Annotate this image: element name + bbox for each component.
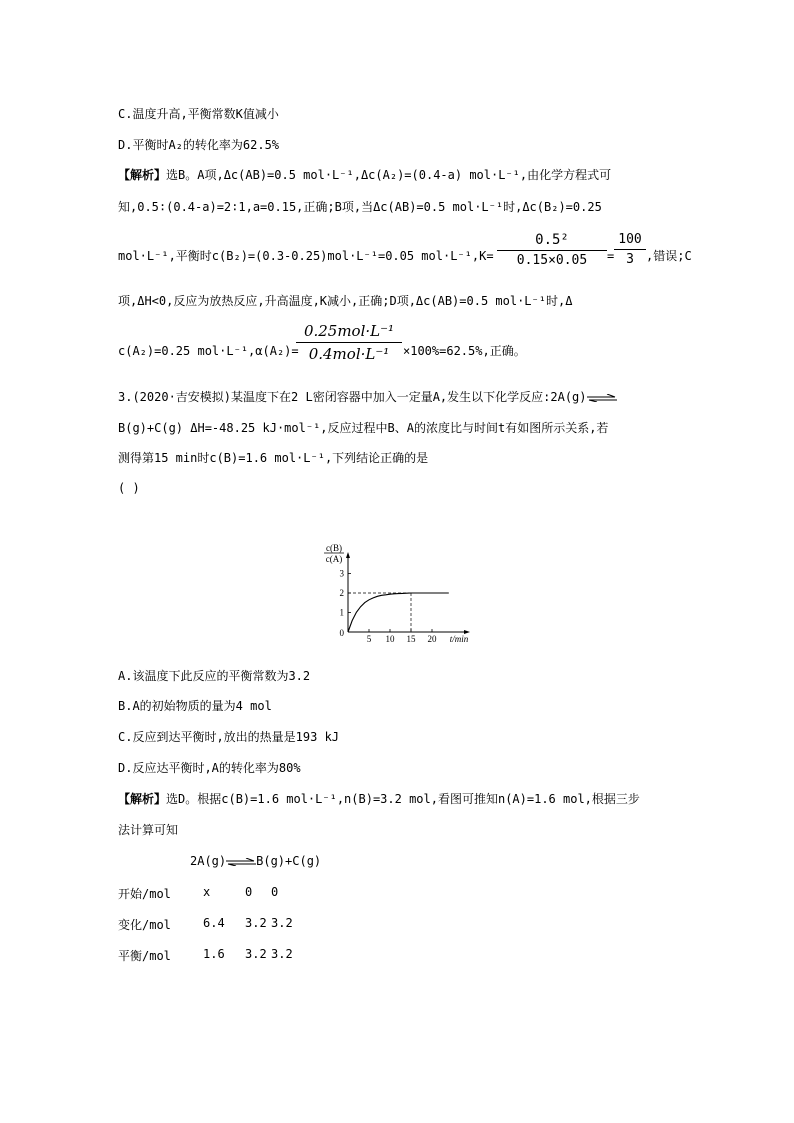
x-axis-label: t/min — [449, 634, 469, 644]
k-fraction-numerator: 0.5² — [535, 232, 569, 248]
equation-left: 2A(g) — [190, 854, 227, 868]
y-tick-label: 2 — [339, 588, 344, 598]
y-axis-label-denominator: c(A) — [325, 554, 343, 564]
y-tick-label: 1 — [339, 607, 344, 618]
analysis-line-3-prefix: mol·L⁻¹,平衡时c(B₂)=(0.3-0.25)mol·L⁻¹=0.05 mol·L⁻¹,K= — [118, 249, 494, 263]
table-row-label: 平衡/mol — [118, 949, 171, 963]
option-c: C.反应到达平衡时,放出的热量是193 kJ — [118, 730, 340, 744]
analysis-line-4: 项,ΔH<0,反应为放热反应,升高温度,K减小,正确;D项,Δc(AB)=0.5 mol·L⁻¹时,Δ — [118, 294, 573, 308]
alpha-denominator: 0.4mol·L⁻¹ — [308, 345, 390, 363]
y-axis-label-numerator: c(B) — [326, 543, 342, 553]
equilibrium-arrow-icon — [587, 394, 617, 402]
table-row-label: 变化/mol — [118, 918, 171, 932]
three-step-equation — [190, 853, 321, 869]
analysis-line-2: 知,0.5∶(0.4-a)=2∶1,a=0.15,正确;B项,当Δc(AB)=0.5 mol·L⁻¹时,Δc(B₂)=0.25 — [118, 200, 602, 214]
analysis-line-1 — [118, 167, 611, 183]
question-3-line-3: 测得第15 min时c(B)=1.6 mol·L⁻¹,下列结论正确的是 — [118, 451, 429, 465]
analysis-line-5-suffix: ×100%=62.5%,正确。 — [403, 344, 526, 358]
analysis-2-line-2: 法计算可知 — [118, 823, 179, 837]
k-result-fraction — [614, 232, 646, 267]
x-tick-label: 20 — [427, 634, 437, 644]
table-cell: 6.4 — [203, 916, 225, 930]
table-cell: 0 — [271, 885, 279, 899]
question-3-line-1 — [118, 389, 617, 405]
fraction-bar — [296, 342, 402, 343]
k-result-numerator: 100 — [618, 232, 642, 247]
alpha-numerator: 0.25mol·L⁻¹ — [303, 322, 395, 340]
y-tick-label: 3 — [339, 568, 344, 579]
analysis-text: 选B。A项,Δc(AB)=0.5 mol·L⁻¹,Δc(A₂)=(0.4-a) mol·L⁻¹,由化学方程式可 — [166, 168, 612, 182]
table-row-label: 开始/mol — [118, 887, 171, 901]
fraction-bar — [497, 250, 607, 251]
concentration-ratio-chart — [316, 540, 476, 646]
x-tick-label: 15 — [406, 634, 416, 644]
option-c: C.温度升高,平衡常数K值减小 — [118, 107, 279, 121]
answer-blank: ( ) — [118, 481, 140, 495]
table-cell: 3.2 — [271, 947, 293, 961]
origin-label: 0 — [339, 628, 344, 638]
analysis-text: 选D。根据c(B)=1.6 mol·L⁻¹,n(B)=3.2 mol,看图可推知n(A)=1.6 mol,根据三步 — [166, 792, 640, 806]
analysis-tag: 【解析】 — [118, 792, 167, 806]
question-3-stem: 3.(2020·吉安模拟)某温度下在2 L密闭容器中加入一定量A,发生以下化学反应:2A(g) — [118, 390, 587, 404]
x-tick-label: 10 — [385, 634, 395, 644]
k-equals: = — [607, 249, 615, 263]
ratio-curve — [348, 593, 449, 632]
k-fraction — [497, 232, 607, 268]
analysis-line-3-suffix: ,错误;C — [646, 249, 692, 263]
option-a: A.该温度下此反应的平衡常数为3.2 — [118, 669, 311, 683]
equation-right: B(g)+C(g) — [256, 854, 322, 868]
question-3-line-2: B(g)+C(g) ΔH=-48.25 kJ·mol⁻¹,反应过程中B、A的浓度比与时间t有如图所示关系,若 — [118, 421, 609, 435]
analysis-line-5-prefix: c(A₂)=0.25 mol·L⁻¹,α(A₂)= — [118, 344, 299, 358]
analysis-tag: 【解析】 — [118, 168, 167, 182]
option-b: B.A的初始物质的量为4 mol — [118, 699, 272, 713]
table-cell: 1.6 — [203, 947, 225, 961]
table-cell: x — [203, 885, 211, 899]
option-d: D.反应达平衡时,A的转化率为80% — [118, 761, 301, 775]
k-fraction-denominator: 0.15×0.05 — [516, 253, 588, 268]
x-tick-label: 5 — [366, 634, 372, 644]
table-cell: 3.2 — [271, 916, 293, 930]
alpha-fraction — [296, 322, 402, 363]
option-d: D.平衡时A₂的转化率为62.5% — [118, 138, 280, 152]
table-cell: 0 — [245, 885, 253, 899]
equilibrium-arrow-icon — [226, 858, 256, 866]
table-cell: 3.2 — [245, 916, 267, 930]
table-cell: 3.2 — [245, 947, 267, 961]
analysis-2-line-1 — [118, 791, 640, 807]
y-axis-arrow-icon — [346, 552, 350, 558]
fraction-bar — [614, 249, 646, 250]
k-result-denominator: 3 — [626, 252, 634, 267]
